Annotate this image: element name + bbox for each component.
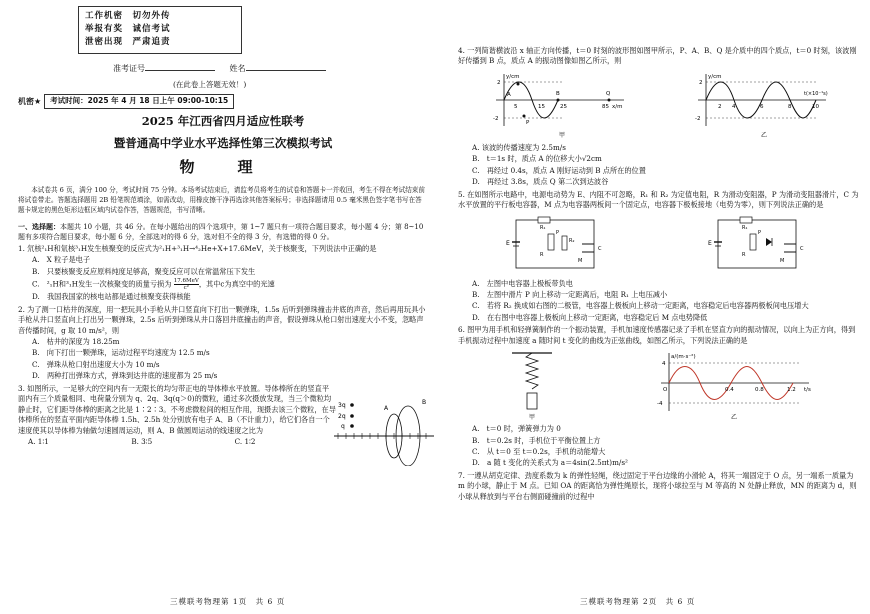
q4-wave-yn2: -2 xyxy=(493,115,499,122)
q1-option-c xyxy=(32,278,428,291)
q4-wave-ylabel: y/cm xyxy=(506,73,520,80)
q6-accel-graph xyxy=(649,349,819,421)
q4-point-p: P xyxy=(526,119,530,126)
q5-option-c: C. 若将 R₂ 换成如右图的二极管，电容器上极板向上移动一定距离，电容稳定后电容器两极板间电压增大 xyxy=(472,301,809,311)
q5r-c: C xyxy=(800,245,804,252)
q6-t08: 0.8 xyxy=(754,387,764,394)
q4-option-a: A. 该波的传播速度为 2.5m/s xyxy=(472,142,566,152)
q6-ylabel: a/(m·s⁻²) xyxy=(670,354,696,361)
name-label: 姓名 xyxy=(229,63,246,73)
q4-wave-xlabel: x/m xyxy=(612,103,623,110)
q5l-r1: R₁ xyxy=(540,224,546,231)
q1-option-a: A. X 粒子是电子 xyxy=(32,255,91,265)
q5-option-a: A. 左图中电容器上极板带负电 xyxy=(472,278,573,288)
q4-point-q: Q xyxy=(606,90,611,97)
exam-time-row xyxy=(18,94,428,109)
subject-title: 物 理 xyxy=(179,158,267,177)
question-7 xyxy=(458,471,862,502)
q3-label-a: A xyxy=(384,404,389,412)
q5l-r: R xyxy=(540,251,544,258)
q6-option-c: C. 从 t＝0 至 t＝0.2s，手机的动能增大 xyxy=(472,447,606,456)
q4-vib-ylabel: y/cm xyxy=(708,73,722,80)
q4-wave-t15: 15 xyxy=(538,103,545,110)
q3-option-a: A. 1∶1 xyxy=(28,436,49,446)
q4-wave-t25: 25 xyxy=(560,103,567,110)
q6-t12: 1.2 xyxy=(786,387,796,394)
q5-option-d: D. 在右图中电容器上极板向上移动一定距离，电容稳定后 M 点电势降低 xyxy=(472,312,708,322)
q6-option-b: B. t＝0.2s 时，手机位于平衡位置上方 xyxy=(472,435,601,445)
q6-t04: 0.4 xyxy=(724,387,734,394)
q4-vib-t6: 6 xyxy=(760,103,764,110)
q4-vib-xlabel: t(×10⁻¹s) xyxy=(804,90,828,97)
footer-right: 三模联考物理第 2页 共 6 页 xyxy=(580,597,696,607)
question-1 xyxy=(18,244,428,303)
q3-figure xyxy=(334,396,434,466)
q4-caption-2: 乙 xyxy=(761,131,768,139)
q6-yn4: -4 xyxy=(656,401,662,408)
q1-c-and: 和 xyxy=(58,279,66,289)
confidential-notice xyxy=(78,6,242,54)
q4-stem: 4. 一列简谐横波沿 x 轴正方向传播，t＝0 时刻的波形图如图甲所示，P、A、B、Q 是介质中的四个质点，t＝0 时刻，该波刚好传播到 B 点，质点 A 的振动图像如图乙所示，则 xyxy=(458,46,857,66)
q1-h2: ²₁H xyxy=(41,243,54,253)
q4-figures xyxy=(458,70,862,140)
q5-circuit-right xyxy=(706,214,816,276)
q3-label-q: q xyxy=(341,422,345,430)
q6-xlabel: t/s xyxy=(803,387,811,394)
q3-label-3q: 3q xyxy=(338,401,346,409)
q1-option-d: D. 我国我国家的核电站都是通过核聚变获得核能 xyxy=(32,292,191,302)
q4-wave-figure xyxy=(484,70,634,140)
q4-option-b: B. t＝1s 时，质点 A 的位移大小√2cm xyxy=(472,154,602,164)
secret-mark: 机密★ xyxy=(18,96,42,106)
exam-instructions: 本试卷共 6 页，满分 100 分，考试时间 75 分钟。本场考试结束后，请监考员将考生的试卷和答题卡一并收回，考生不得在考试结束前将试卷带走。答题选择题用 2B 铅笔规范填涂，如需改动，用橡皮擦干净再选涂其他答案标号；非选择题请用 0.5 毫米黑色签字笔书写在答题卡规定的黑色矩形边框区域内试卷作答，答题规范，书写清晰。 xyxy=(18,185,425,215)
section-header xyxy=(18,222,428,242)
q1-c-text: 发生一次核聚变的质量亏损为 xyxy=(77,279,172,289)
q4-wave-t85: 85 xyxy=(602,103,609,110)
q5r-r: R xyxy=(742,251,746,258)
q5r-p: P xyxy=(758,229,762,236)
q5-circuit-left xyxy=(504,214,614,276)
q5r-m: M xyxy=(780,257,785,264)
q1-stem-c: 发生核聚变的反应式为 xyxy=(87,243,160,253)
notice-line-1: 工作机密 切勿外传 xyxy=(85,11,171,21)
candidate-info xyxy=(113,62,428,75)
q5l-m: M xyxy=(578,257,583,264)
q2-option-b: B. 向下打出一颗弹珠，运动过程平均速度为 12.5 m/s xyxy=(32,348,210,358)
q5l-e: E xyxy=(506,239,510,247)
q1-c-prefix: C. xyxy=(32,279,47,289)
section-title: 一、选择题： xyxy=(18,222,60,231)
q6-figures xyxy=(458,349,862,421)
exam-time: 考试时间：2025 年 4 月 18 日上午 09:00-10:15 xyxy=(44,94,234,109)
q6-caption-1: 甲 xyxy=(528,414,535,422)
q5r-r1: R₁ xyxy=(742,224,748,231)
q3-options xyxy=(28,437,338,447)
q3-label-2q: 2q xyxy=(338,412,346,420)
q6-stem: 6. 图甲为用手机和轻弹簧制作的一个振动装置，手机加速度传感器记录了手机在竖直方向的振动情况，以向上为正方向，得到手机振动过程中加速度 a 随时间 t 变化的曲线为正弦曲线，如图乙所示，下列说法正确的是 xyxy=(458,325,856,345)
q4-vib-y2: 2 xyxy=(699,79,703,86)
q3-option-b: B. 3∶5 xyxy=(131,436,153,446)
name-blank xyxy=(246,62,326,71)
notice-line-2: 举报有奖 诚信考试 xyxy=(85,24,171,35)
q4-point-a: A xyxy=(507,91,511,98)
q1-stem-a: 1. 氘核 xyxy=(18,243,42,253)
q4-point-b: B xyxy=(556,90,560,97)
exam-title-1: 2025 年江西省四月适应性联考 xyxy=(141,113,305,128)
q6-caption-2: 乙 xyxy=(730,414,737,422)
q1-c-den: c² xyxy=(183,285,189,292)
footer-left: 三模联考物理第 1页 共 6 页 xyxy=(170,597,286,607)
q5r-e: E xyxy=(708,239,712,247)
q6-option-a: A. t＝0 时，弹簧弹力为 0 xyxy=(472,424,561,434)
q5-stem: 5. 在如图所示电路中，电源电动势为 E、内阻不可忽略，R₁ 和 R₂ 为定值电阻，R 为滑动变阻器，P 为滑动变阻器滑片，C 为水平放置的平行板电容器，M 点为电容器两板间一个固定点，电容器下极板接地（电势为零），则下列说法正确的是 xyxy=(458,189,859,210)
section-desc: 本题共 10 小题，共 46 分。在每小题给出的四个选项中，第 1~7 题只有一项符合题目要求，每小题 4 分；第 8~10 题有多项符合题目要求，每小题 6 分，全部选对的得 6 分，选对但不全的得 3 分，有选错的得 0 分。 xyxy=(18,222,424,241)
q4-vib-t8: 8 xyxy=(788,103,792,110)
exam-title-2: 暨普通高中学业水平选择性第三次模拟考试 xyxy=(113,135,333,150)
q1-c-h3: ³₁H xyxy=(65,279,78,289)
q3-stem: 3. 如图所示，一足够大的空间内有一无限长的均匀带正电的导体棒水平放置。导体棒所在的竖直平面内有三个质量相同、电荷量分别为 q、2q、3q(q＞0)的微粒，通过多次摄放发现，当三个微粒均静止时，它们距导体棒的距离之比是 1∶2∶3。不考虑微粒间的相互作用，现摄去该三个微粒，在导体棒所在的竖直平面内距导体棒 1.5h、2.5h 处分别放有电子 A、B（不计重力），给它们各自一个速度使其以导体棒为轴做匀速圆周运动，则 A、B 做圆周运动的线速度之比为 xyxy=(18,383,336,435)
question-6 xyxy=(458,325,862,469)
id-label: 准考证号 xyxy=(113,63,145,73)
q6-option-d: D. a 随 t 变化的关系式为 a＝4sin(2.5πt)m/s² xyxy=(472,458,628,468)
q4-option-d: D. 再经过 3.8s，质点 Q 第二次到达波谷 xyxy=(472,177,609,187)
q4-vib-t10: 10 xyxy=(812,103,819,110)
q6-spring-figure xyxy=(502,349,562,421)
q5-option-b: B. 左图中滑片 P 向上移动一定距离后，电阻 R₁ 上电压减小 xyxy=(472,289,668,299)
right-page xyxy=(442,0,870,614)
q2-option-d: D. 两种打出弹珠方式，弹珠到达井底的速度都为 25 m/s xyxy=(32,371,218,381)
q2-option-c: C. 弹珠从枪口射出速度大小为 10 m/s xyxy=(32,359,160,369)
answer-warning: (在此卷上答题无效！) xyxy=(173,80,247,90)
q1-c-num: 17.6MeV xyxy=(173,278,199,285)
question-5 xyxy=(458,190,862,324)
q4-wave-t5: 5 xyxy=(514,103,518,110)
q1-equation: ²₁H+³₁H→⁴₂He+X+17.6MeV xyxy=(159,243,262,253)
q5-figures xyxy=(458,214,862,276)
q3-option-c: C. 1∶2 xyxy=(234,436,256,446)
q6-origin: O xyxy=(662,387,667,394)
q4-option-c: C. 再经过 0.4s，质点 A 刚好运动到 B 点所在的位置 xyxy=(472,165,646,175)
q1-c-tail: ，其中c为真空中的光速 xyxy=(198,279,275,289)
q1-stem-d: ，关于核聚变，下列说法中正确的是 xyxy=(261,243,377,253)
q1-stem-b: 和氚核 xyxy=(53,243,76,253)
question-3 xyxy=(18,384,428,448)
q4-vib-yn2: -2 xyxy=(695,115,701,122)
question-2 xyxy=(18,305,428,382)
q4-vibration-figure xyxy=(686,70,836,140)
q4-wave-y2: 2 xyxy=(497,79,501,86)
q2-option-a: A. 枯井的深度为 18.25m xyxy=(32,337,120,347)
q1-c-h2: ²₁H xyxy=(46,279,59,289)
q5l-p: P xyxy=(556,229,560,236)
q4-caption-1: 甲 xyxy=(559,131,566,139)
notice-line-3: 泄密出现 严肃追责 xyxy=(85,37,171,48)
q5l-c: C xyxy=(598,245,602,252)
q3-label-b: B xyxy=(422,398,427,406)
q2-stem: 2. 为了测一口枯井的深度，用一把玩具小手枪从井口竖直向下打出一颗弹珠，1.5s 后听到弹珠撞击井底的声音，然后再用玩具小手枪从井口竖直向上打出另一颗弹珠，2.5s 后听到弹珠从井口落回井底撞击的声音，假设弹珠从枪口射出速度大小不变，忽略声音传播时间，g 取 10 m/s²，则 xyxy=(18,304,426,335)
question-4 xyxy=(458,46,862,188)
q1-option-b: B. 只要核聚变反应原料纯度足够高，聚变反应可以在常温常压下发生 xyxy=(32,266,256,276)
id-blank xyxy=(145,62,215,71)
q1-c-fraction xyxy=(174,278,199,291)
q4-vib-t2: 2 xyxy=(718,103,722,110)
q4-vib-t4: 4 xyxy=(732,103,736,110)
q7-stem: 7. 一遵从胡克定律、劲度系数为 k 的弹性轻绳，绕过固定于平台边缘的小滑轮 A，将其一端固定于 O 点，另一端系一质量为 m 的小球，静止于 M 点。已知 OA 的距离恰为弹性绳原长，现将小球拉至与 M 等高的 N 处静止释放，MN 的距离为 d，则小球从释放到与平台右侧面碰撞前的过程中 xyxy=(458,470,857,501)
q6-y4: 4 xyxy=(661,361,665,368)
q5l-r2: R₂ xyxy=(569,237,575,244)
q1-h3: ³₁H xyxy=(75,243,88,253)
